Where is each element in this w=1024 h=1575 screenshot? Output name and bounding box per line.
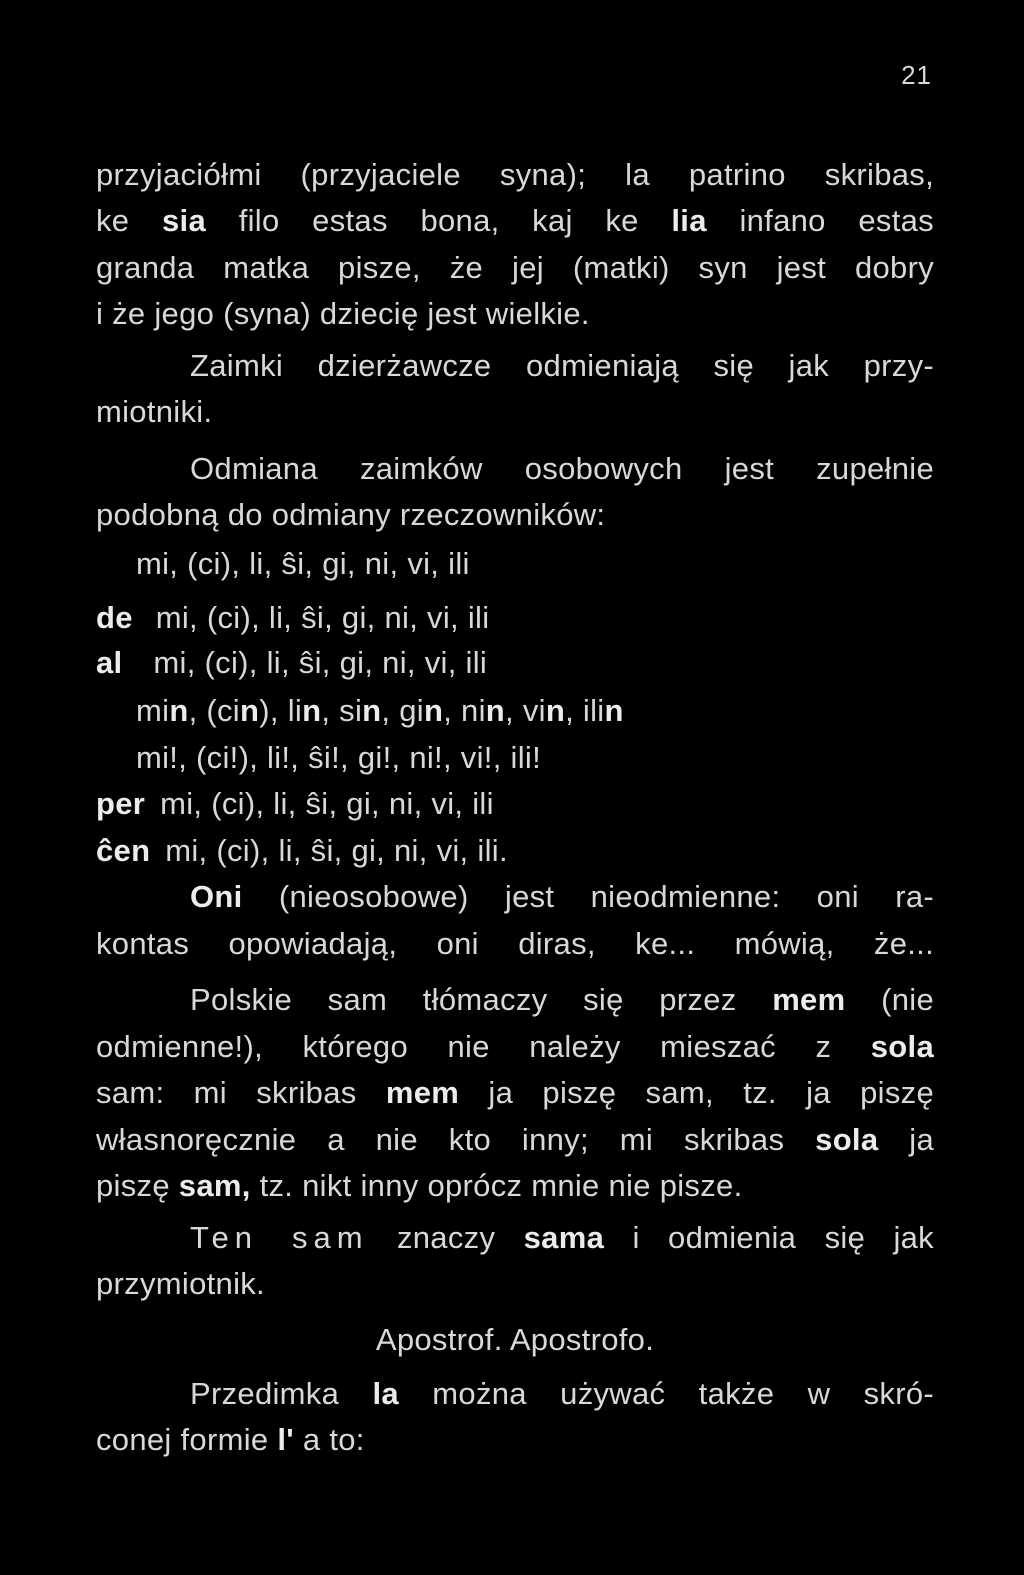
text-run: Apostrof. Apostrofo.	[375, 1322, 655, 1357]
bold-term: n	[362, 693, 382, 728]
text-line	[96, 248, 934, 288]
text-run: (nie	[881, 982, 935, 1017]
text-run: , ili	[565, 693, 605, 728]
text-line	[190, 1374, 934, 1414]
text-run: odmienne!), którego nie należy mieszać z	[96, 1029, 832, 1064]
text-line	[96, 155, 934, 195]
text-run: Odmiana zaimków osobowych jest zupełnie	[190, 451, 934, 486]
text-run: ke	[96, 203, 130, 238]
text-line	[96, 1027, 934, 1067]
text-run: Polskie sam tłómaczy się przez	[190, 982, 737, 1017]
text-run: można używać także w skró-	[432, 1376, 934, 1411]
text-line	[190, 1218, 934, 1258]
declension-row	[136, 691, 624, 731]
text-run: ja	[909, 1122, 935, 1157]
text-run: (nieosobowe) jest nieodmienne: oni ra-	[278, 879, 935, 914]
spaced-term: Ten sam	[190, 1220, 369, 1255]
bold-term: ĉen	[96, 833, 151, 868]
bold-term: l'	[277, 1422, 294, 1457]
text-run: filo estas bona, kaj ke	[238, 203, 639, 238]
bold-term: mem	[772, 982, 846, 1017]
bold-term: al	[96, 645, 123, 680]
text-run: , vi	[505, 693, 546, 728]
text-run: sam: mi skribas	[96, 1075, 357, 1110]
text-run: Przedimka	[190, 1376, 340, 1411]
bold-term: n	[169, 693, 189, 728]
text-run: Zaimki dzierżawcze odmieniają się jak przy-	[190, 348, 934, 383]
text-run: mi!, (ci!), li!, ŝi!, gi!, ni!, vi!, ili!	[136, 740, 541, 775]
text-run: i że jego (syna) dziecię jest wielkie.	[96, 296, 590, 331]
bold-term: la	[372, 1376, 399, 1411]
text-line	[190, 346, 934, 386]
text-line	[96, 1420, 365, 1460]
text-run: piszę	[96, 1168, 170, 1203]
text-run: mi, (ci), li, ŝi, gi, ni, vi, ili	[136, 546, 470, 581]
declension-row	[96, 598, 489, 638]
text-line	[96, 392, 212, 432]
text-run: miotniki.	[96, 394, 213, 429]
text-line	[96, 1166, 742, 1206]
bold-term: Oni	[190, 879, 243, 914]
text-line	[96, 1073, 934, 1113]
bold-term: sola	[815, 1122, 879, 1157]
text-run: infano estas	[739, 203, 934, 238]
text-run: ), li	[259, 693, 303, 728]
text-line	[96, 1264, 265, 1304]
text-run: ja piszę sam, tz. ja piszę	[488, 1075, 934, 1110]
text-line	[96, 201, 934, 241]
text-run: i odmienia się jak	[632, 1220, 934, 1255]
text-run: podobną do odmiany rzeczowników:	[96, 497, 606, 532]
section-heading	[96, 1320, 934, 1360]
text-run: mi, (ci), li, ŝi, gi, ni, vi, ili.	[165, 833, 508, 868]
text-run: przyjaciółmi (przyjaciele syna); la patrino skribas,	[96, 157, 934, 192]
text-run: własnoręcznie a nie kto inny; mi skribas	[96, 1122, 785, 1157]
declension-row	[136, 738, 541, 778]
text-run: conej formie	[96, 1422, 269, 1457]
page-number: 21	[901, 60, 932, 90]
bold-term: sia	[162, 203, 207, 238]
text-line	[190, 877, 934, 917]
text-run: , gi	[381, 693, 424, 728]
bold-term: sola	[870, 1029, 934, 1064]
text-run: granda matka pisze, że jej (matki) syn jest dobry	[96, 250, 934, 285]
bold-term: sama	[523, 1220, 605, 1255]
bold-term: n	[485, 693, 506, 728]
text-line	[96, 1120, 934, 1160]
bold-term: sam,	[178, 1168, 251, 1203]
bold-term: mem	[385, 1075, 460, 1110]
text-run: kontas opowiadają, oni diras, ke... mówią, że...	[96, 926, 934, 961]
declension-row	[96, 784, 494, 824]
declension-row	[96, 831, 508, 871]
bold-term: de	[96, 600, 133, 635]
bold-term: n	[240, 693, 260, 728]
text-run: , ni	[443, 693, 486, 728]
text-run: tz. nikt inny oprócz mnie nie pisze.	[259, 1168, 743, 1203]
text-line	[96, 294, 590, 334]
bold-term: per	[96, 786, 146, 821]
bold-term: lia	[671, 203, 707, 238]
text-line	[96, 495, 605, 535]
text-run: , si	[321, 693, 363, 728]
text-line	[190, 449, 934, 489]
text-run: mi, (ci), li, ŝi, gi, ni, vi, ili	[153, 645, 488, 680]
text-run: a to:	[302, 1422, 365, 1457]
declension-row	[96, 643, 487, 683]
declension-row	[136, 544, 470, 584]
text-run: mi	[136, 693, 170, 728]
bold-term: n	[604, 693, 624, 728]
bold-term: n	[545, 693, 566, 728]
text-line	[96, 924, 934, 964]
text-run: znaczy	[396, 1220, 496, 1255]
text-run: , (ci	[188, 693, 240, 728]
text-run: mi, (ci), li, ŝi, gi, ni, vi, ili	[160, 786, 494, 821]
bold-term: n	[423, 693, 444, 728]
text-line	[190, 980, 934, 1020]
text-run: mi, (ci), li, ŝi, gi, ni, vi, ili	[155, 600, 490, 635]
text-run: przymiotnik.	[96, 1266, 265, 1301]
bold-term: n	[302, 693, 322, 728]
